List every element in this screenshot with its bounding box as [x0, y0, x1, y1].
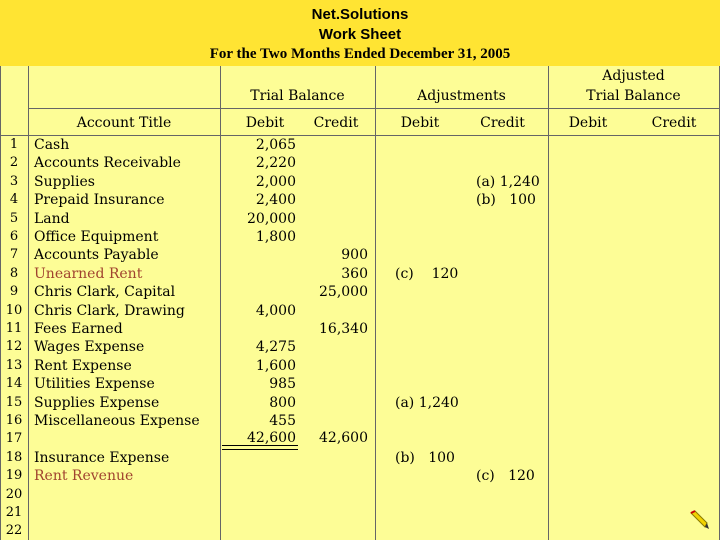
row-number: 16	[5, 413, 23, 428]
tb-debit-cell: 455	[269, 413, 296, 429]
grid-line	[28, 66, 29, 540]
row-number: 6	[9, 229, 19, 244]
company-name: Net.Solutions	[311, 6, 409, 23]
report-name: Work Sheet	[318, 26, 402, 43]
pencil-icon	[688, 508, 710, 530]
grid-line	[548, 66, 549, 540]
report-period: For the Two Months Ended December 31, 2005	[209, 46, 511, 62]
row-number: 3	[9, 173, 19, 189]
tb-debit-total: 42,600	[247, 430, 296, 446]
tb-credit-heading: Credit	[313, 115, 359, 131]
adj-debit-cell: (c) 120	[395, 265, 459, 282]
account-title: Wages Expense	[34, 339, 145, 356]
row-number: 22	[5, 523, 23, 539]
row-number: 17	[5, 431, 23, 447]
row-number: 7	[9, 247, 19, 263]
adjusted-tb-heading-line2: Trial Balance	[586, 88, 681, 104]
row-number: 9	[9, 284, 19, 300]
row-number: 11	[5, 321, 23, 336]
account-title: Fees Earned	[34, 321, 123, 337]
account-title: Office Equipment	[34, 229, 159, 245]
adj-credit-cell: (c) 120	[476, 468, 535, 485]
tb-debit-cell: 1,600	[255, 357, 296, 374]
grid-line	[375, 66, 376, 540]
adj-credit-heading: Credit	[480, 115, 525, 131]
tb-debit-cell: 20,000	[247, 210, 296, 227]
tb-debit-heading: Debit	[245, 115, 285, 131]
row-number: 20	[5, 486, 23, 502]
row-number: 15	[5, 394, 23, 410]
row-number: 19	[5, 468, 23, 484]
account-title: Prepaid Insurance	[34, 192, 165, 209]
row-number: 8	[9, 265, 19, 281]
row-number: 12	[5, 339, 23, 355]
row-number: 18	[5, 449, 23, 465]
adj-credit-cell: (a) 1,240	[476, 173, 540, 190]
row-number: 14	[5, 376, 23, 392]
account-title-heading: Account Title	[76, 115, 172, 131]
account-title: Land	[34, 210, 70, 227]
adj-credit-cell: (b) 100	[476, 192, 536, 209]
atb-credit-heading: Credit	[651, 115, 697, 131]
adjusted-tb-heading-line1: Adjusted	[602, 68, 665, 84]
atb-debit-heading: Debit	[568, 115, 608, 131]
account-title: Utilities Expense	[34, 376, 155, 393]
tb-credit-cell: 25,000	[319, 284, 368, 301]
grid-line	[28, 108, 720, 109]
account-title: Rent Revenue	[34, 468, 134, 485]
adj-debit-cell: (a) 1,240	[395, 394, 459, 411]
row-number: 5	[9, 210, 19, 226]
account-title: Rent Expense	[34, 357, 132, 374]
tb-debit-cell: 2,400	[255, 192, 296, 209]
row-number: 4	[9, 192, 19, 208]
row-number: 2	[9, 155, 19, 171]
worksheet-header	[0, 0, 720, 66]
grid-line	[0, 135, 720, 136]
account-title: Supplies Expense	[34, 394, 160, 411]
tb-credit-cell: 900	[341, 247, 368, 264]
account-title: Unearned Rent	[34, 265, 143, 282]
tb-debit-cell: 4,000	[255, 302, 296, 319]
row-number: 13	[5, 357, 23, 373]
account-title: Accounts Payable	[34, 247, 159, 264]
account-title: Cash	[34, 137, 70, 153]
row-number: 21	[5, 505, 23, 520]
trial-balance-heading: Trial Balance	[250, 88, 345, 104]
tb-debit-cell: 985	[269, 376, 296, 393]
account-title: Chris Clark, Capital	[34, 284, 176, 301]
row-number: 10	[5, 302, 23, 318]
row-number: 1	[9, 137, 19, 152]
tb-credit-cell: 16,340	[319, 321, 368, 337]
tb-credit-cell: 360	[341, 265, 368, 282]
account-title: Accounts Receivable	[34, 155, 181, 172]
tb-debit-cell: 2,220	[255, 155, 296, 172]
tb-debit-cell: 2,065	[255, 137, 296, 153]
account-title: Insurance Expense	[34, 449, 170, 466]
account-title: Chris Clark, Drawing	[34, 302, 185, 319]
adj-debit-cell: (b) 100	[395, 449, 455, 466]
tb-credit-total: 42,600	[319, 430, 368, 446]
adjustments-heading: Adjustments	[417, 88, 506, 104]
account-title: Miscellaneous Expense	[34, 413, 200, 429]
tb-debit-cell: 1,800	[255, 229, 296, 245]
account-title: Supplies	[34, 173, 95, 190]
tb-debit-cell: 4,275	[255, 339, 296, 356]
tb-debit-cell: 2,000	[255, 173, 296, 190]
adj-debit-heading: Debit	[400, 115, 440, 131]
tb-debit-cell: 800	[269, 394, 296, 411]
